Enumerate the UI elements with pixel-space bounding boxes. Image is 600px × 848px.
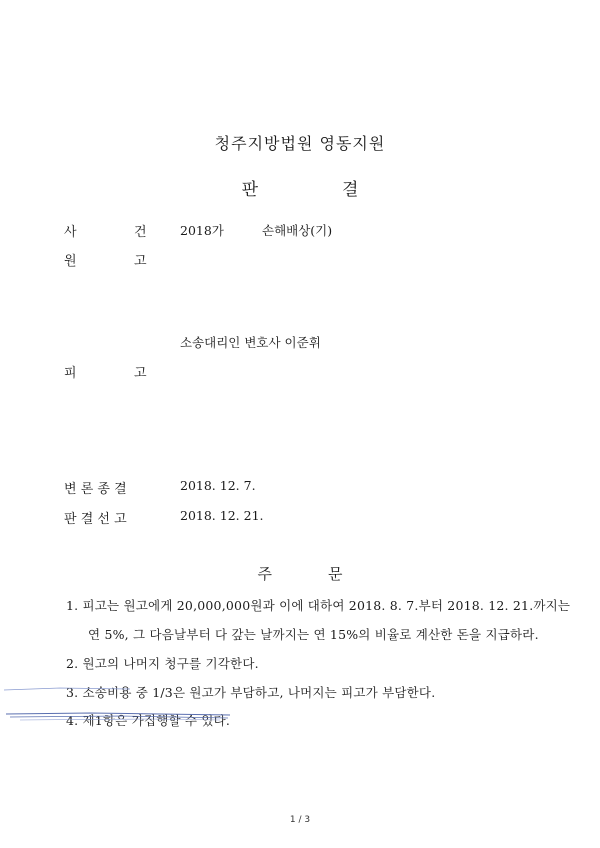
case-label: 사 건 [64,225,147,240]
case-number: 2018가 [180,223,224,238]
judgment-date: 2018. 12. 21. [180,508,264,523]
order-title-left: 주 [257,565,272,583]
page-number: 1 / 3 [289,815,311,825]
case-name: 손해배상(기) [262,223,333,238]
defendant-label: 피 고 [64,366,147,381]
plaintiff-label: 원 고 [64,254,147,269]
title-char-gyeol: 결 [342,180,359,200]
order-item-4: 4. 제1항은 가집행할 수 있다. [66,713,231,728]
order-item-3: 3. 소송비용 중 1/3은 원고가 부담하고, 나머지는 피고가 부담한다. [66,685,436,700]
plaintiff-counsel: 소송대리인 변호사 이준휘 [180,335,321,350]
order-title-right: 문 [328,565,343,583]
order-item-1-line-2: 연 5%, 그 다음날부터 다 갚는 날까지는 연 15%의 비율로 계산한 돈을 지급하라. [88,627,539,642]
closing-date: 2018. 12. 7. [180,478,256,493]
judgment-label: 판 결 선 고 [64,512,127,527]
order-item-1-line-1: 1. 피고는 원고에게 20,000,000원과 이에 대하여 2018. 8. 7.부터 2018. 12. 21.까지는 [66,598,571,613]
closing-label: 변 론 종 결 [64,482,127,497]
court-name: 청주지방법원 영동지원 [214,134,386,153]
order-item-2: 2. 원고의 나머지 청구를 기각한다. [66,656,259,671]
title-char-pan: 판 [241,180,258,200]
